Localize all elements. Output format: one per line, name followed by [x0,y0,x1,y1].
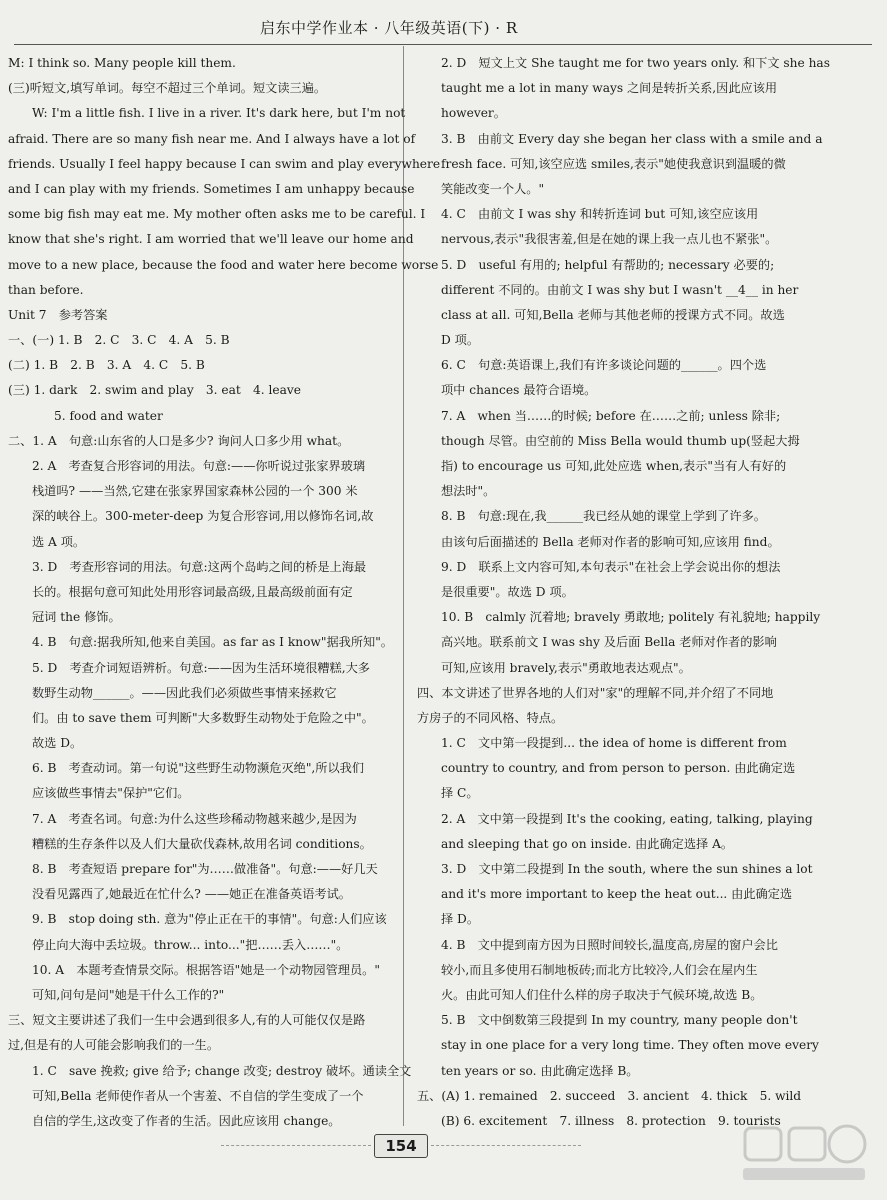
answer-line: 1. C 文中第一段提到... the idea of home is different from [441,736,787,751]
text-line: move to a new place, because the food and water here become worse [8,257,439,272]
text-line: 糟糕的生存条件以及人们大量砍伐森林,故用名词 conditions。 [32,836,372,851]
answer-line: 9. B stop doing sth. 意为"停止正在干的事情"。句意:人们应该 [32,912,387,927]
text-line: 火。由此可知人们住什么样的房子取决于气候环境,故选 B。 [441,987,763,1002]
answer-line: 9. D 联系上文内容可知,本句表示"在社会上学会说出你的想法 [441,559,781,574]
text-line: 深的峡谷上。300-meter-deep 为复合形容词,用以修饰名词,故 [32,509,374,524]
answer-line: 5. D useful 有用的; helpful 有帮助的; necessary 必要的; [441,257,775,272]
answer-line: 7. A 考查名词。句意:为什么这些珍稀动物越来越少,是因为 [32,811,357,826]
text-line: nervous,表示"我很害羞,但是在她的课上我一点儿也不紧张"。 [441,232,778,247]
text-line: 方房子的不同风格、特点。 [417,710,564,725]
answer-line: 五、(A) 1. remained 2. succeed 3. ancient 4. thick 5. wild [417,1088,802,1103]
text-line: 可知,应该用 bravely,表示"勇敢地表达观点"。 [441,660,691,675]
text-line: than before. [8,282,84,297]
text-line: 可知,Bella 老师使作者从一个害羞、不自信的学生变成了一个 [32,1088,364,1103]
answer-line: 10. B calmly 沉着地; bravely 勇敢地; politely 有礼貌地; happily [441,610,821,625]
answer-line: 2. A 考查复合形容词的用法。句意:——你听说过张家界玻璃 [32,459,366,473]
answer-line: 2. D 短文上文 She taught me for two years only. 和下文 she has [441,56,830,70]
text-line: 由该句后面描述的 Bella 老师对作者的影响可知,应该用 find。 [441,534,780,549]
text-line: 择 C。 [441,786,479,801]
text-line: ten years or so. 由此确定选择 B。 [441,1063,639,1078]
answer-line: 8. B 考查短语 prepare for"为……做准备"。句意:——好几天 [32,862,378,876]
page-header [0,0,887,46]
text-line: 高兴地。联系前文 I was shy 及后面 Bella 老师对作者的影响 [441,635,777,650]
text-line: class at all. 可知,Bella 老师与其他老师的授课方式不同。故选 [441,307,785,322]
text-line: 故选 D。 [32,736,83,751]
text-line: some big fish may eat me. My mother often asks me to be careful. I [8,207,426,222]
text-line: 是很重要"。故选 D 项。 [441,584,574,599]
text-line: 可知,问句是问"她是干什么工作的?" [32,987,225,1002]
text-line: 应该做些事情去"保护"它们。 [32,786,190,801]
unit-heading: Unit 7 参考答案 [8,307,108,322]
answer-line: 4. C 由前文 I was shy 和转折连词 but 可知,该空应该用 [441,207,759,222]
text-line: 自信的学生,这改变了作者的生活。因此应该用 change。 [32,1113,341,1128]
text-line: however。 [441,106,506,121]
answer-line: 5. D 考查介词短语辨析。句意:——因为生活环境很糟糕,大多 [32,660,370,675]
left-column [8,51,441,1134]
text-line: friends. Usually I feel happy because I can swim and play everywhere [8,156,441,171]
text-line: stay in one place for a very long time. They often move every [441,1038,819,1053]
text-line: 指) to encourage us 可知,此处应选 when,表示"当有人有好的 [441,459,787,473]
text-line: know that she's right. I am worried that we'll leave our home and [8,232,414,247]
answer-line: 5. food and water [54,408,163,423]
header-rule [14,44,872,45]
answer-line: 7. A when 当……的时候; before 在……之前; unless 除非; [441,408,781,423]
right-column [417,51,830,1134]
text-line: 停止向大海中丢垃圾。throw... into..."把……丢入……"。 [32,937,349,952]
answer-line: 5. B 文中倒数第三段提到 In my country, many people don't [441,1013,798,1028]
text-line: and I can play with my friends. Sometimes I am unhappy because [8,181,415,196]
text-line: 笑能改变一个人。" [441,181,545,196]
text-line: fresh face. 可知,该空应选 smiles,表示"她使我意识到温暖的微 [441,156,786,171]
page-number: 154 [374,1134,428,1158]
text-line: country to country, and from person to person. 由此确定选 [441,761,796,776]
text-line: M: I think so. Many people kill them. [8,56,236,70]
text-line: different 不同的。由前文 I was shy but I wasn't __4__ in her [441,282,799,297]
answer-line: 6. B 考查动词。第一句说"这些野生动物濒危灭绝",所以我们 [32,761,365,776]
answer-line: 10. A 本题考查情景交际。根据答语"她是一个动物园管理员。" [32,962,380,977]
text-line: 栈道吗? ——当然,它建在张家界国家森林公园的一个 300 米 [32,484,358,499]
answer-line: 3. B 由前文 Every day she began her class with a smile and a [441,131,823,146]
text-line: and sleeping that go on inside. 由此确定选择 A。 [441,836,734,851]
text-line: 过,但是有的人可能会影响我们的一生。 [8,1038,220,1053]
section-heading: 三、短文主要讲述了我们一生中会遇到很多人,有的人可能仅仅是路 [8,1013,366,1028]
answer-line: 4. B 句意:据我所知,他来自美国。as far as I know"据我所知"。 [32,635,393,650]
answer-line: 2. A 文中第一段提到 It's the cooking, eating, talking, playing [441,811,813,826]
answer-line: 4. B 文中提到南方因为日照时间较长,温度高,房屋的窗户会比 [441,937,778,952]
answer-line: 3. D 考查形容词的用法。句意:这两个岛屿之间的桥是上海最 [32,559,367,574]
watermark-logo-icon [739,1116,869,1186]
header-title: 启东中学作业本 · 八年级英语(下) · R [260,19,518,37]
text-line: W: I'm a little fish. I live in a river. It's dark here, but I'm not [32,106,406,121]
section-heading: 四、本文讲述了世界各地的人们对"家"的理解不同,并介绍了不同地 [417,685,774,700]
text-line: 冠词 the 修饰。 [32,610,121,625]
text-line: 们。由 to save them 可判断"大多数野生动物处于危险之中"。 [32,710,374,725]
text-line: though 尽管。由空前的 Miss Bella would thumb up(竖起大拇 [441,433,800,448]
answer-line: (三) 1. dark 2. swim and play 3. eat 4. leave [8,383,301,398]
answer-line: 一、(一) 1. B 2. C 3. C 4. A 5. B [8,333,230,348]
text-line: 长的。根据句意可知此处用形容词最高级,且最高级前面有定 [32,584,353,599]
text-line: 较小,而且多使用石制地板砖;而北方比较冷,人们会在屋内生 [441,962,758,977]
text-line: and it's more important to keep the heat out... 由此确定选 [441,887,793,902]
answer-line: (二) 1. B 2. B 3. A 4. C 5. B [8,358,205,373]
answer-line: 8. B 句意:现在,我______我已经从她的课堂上学到了许多。 [441,509,766,524]
section-heading: (三)听短文,填写单词。每空不超过三个单词。短文读三遍。 [8,81,327,96]
answer-line: 6. C 句意:英语课上,我们有许多谈论问题的______。四个选 [441,358,767,373]
text-line: 选 A 项。 [32,534,86,549]
section-heading: 二、1. A 句意:山东省的人口是多少? 询问人口多少用 what。 [8,433,350,448]
text-line: 项中 chances 最符合语境。 [441,383,597,398]
answer-line: 1. C save 挽救; give 给予; change 改变; destroy 破坏。通读全文 [32,1063,412,1078]
text-line: 择 D。 [441,912,480,927]
text-line: D 项。 [441,333,480,348]
text-line: 想法时"。 [441,484,496,499]
text-line: taught me a lot in many ways 之间是转折关系,因此应该用 [441,81,778,96]
text-line: 数野生动物______。——因此我们必须做些事情来拯救它 [32,685,337,700]
text-line: afraid. There are so many fish near me. And I always have a lot of [8,131,416,146]
answer-line: 3. D 文中第二段提到 In the south, where the sun shines a lot [441,862,813,876]
answer-line: (B) 6. excitement 7. illness 8. protection 9. tourists [441,1113,781,1128]
text-line: 没看见露西了,她最近在忙什么? ——她正在准备英语考试。 [32,887,351,902]
